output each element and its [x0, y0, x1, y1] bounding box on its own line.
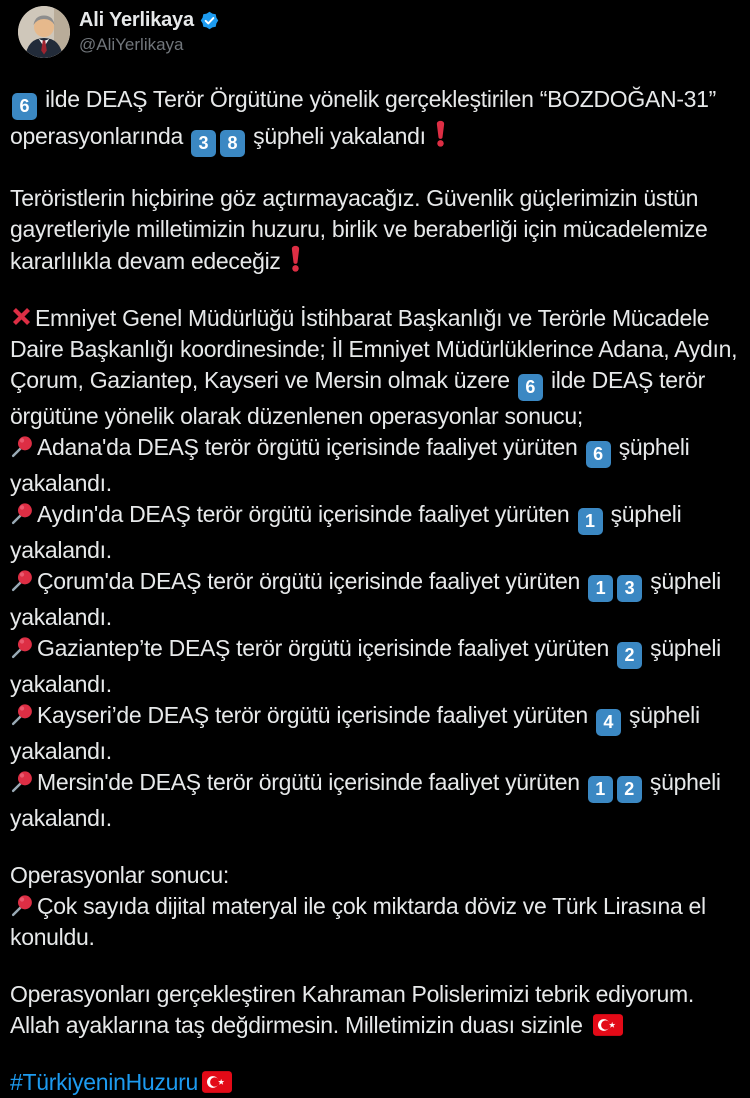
text-run: Çorum'da DEAŞ terör örgütü içerisinde faaliyet yürüten [37, 568, 587, 594]
cross-mark-icon [10, 305, 33, 328]
display-name: Ali Yerlikaya [79, 9, 194, 31]
tweet-paragraph [10, 1067, 740, 1098]
text-run: şüpheli yakalandı [247, 123, 432, 149]
tweet-paragraph [10, 767, 740, 834]
keycap-number: 3 [191, 130, 216, 157]
red-exclamation-icon [435, 120, 446, 147]
text-run: şüpheli yakalandı. [10, 769, 721, 831]
text-run: ilde DEAŞ terör örgütüne yönelik olarak düzenlenen operasyonlar sonucu; [10, 367, 705, 429]
text-run: şüpheli yakalandı. [10, 501, 682, 563]
tweet-paragraph [10, 633, 740, 700]
text-run: şüpheli yakalandı. [10, 434, 690, 496]
tweet-paragraph [10, 860, 740, 891]
turkish-flag-icon [593, 1014, 623, 1036]
name-row[interactable] [79, 9, 220, 32]
text-run: Teröristlerin hiçbirine göz açtırmayacağız. Güvenlik güçlerimizin üstün gayretleriyle milletimizin huzuru, birlik ve beraberliği için mücadelemize kararlılıkla devam edeceğiz [10, 185, 708, 274]
pushpin-icon [10, 434, 35, 459]
tweet-paragraph [10, 303, 740, 432]
keycap-number: 2 [617, 776, 642, 803]
text-run: şüpheli yakalandı. [10, 635, 721, 697]
identity-column [79, 6, 220, 55]
tweet-paragraph [10, 700, 740, 767]
keycap-number: 1 [588, 575, 613, 602]
pushpin-icon [10, 568, 35, 593]
user-handle: @AliYerlikaya [79, 35, 184, 54]
pushpin-icon [10, 893, 35, 918]
tweet-paragraph [10, 183, 740, 277]
tweet-paragraph [10, 979, 740, 1041]
text-run: Gaziantep’te DEAŞ terör örgütü içerisinde faaliyet yürüten [37, 635, 616, 661]
keycap-number: 6 [518, 374, 543, 401]
keycap-number: 1 [588, 776, 613, 803]
red-exclamation-icon [290, 245, 301, 272]
text-run: Çok sayıda dijital materyal ile çok miktarda döviz ve Türk Lirasına el konuldu. [10, 893, 706, 950]
tweet-paragraph [10, 84, 740, 157]
text-run: şüpheli yakalandı. [10, 702, 700, 764]
hashtag-link[interactable]: #TürkiyeninHuzuru [10, 1069, 198, 1095]
text-run: ilde DEAŞ Terör Örgütüne yönelik gerçekleştirilen “BOZDOĞAN-31” operasyonlarında [10, 86, 717, 149]
text-run: Emniyet Genel Müdürlüğü İstihbarat Başkanlığı ve Terörle Mücadele Daire Başkanlığı koordinesinde; İl Emniyet Müdürlüklerince Adana, Aydın, Çorum, Gaziantep, Kayseri ve Mersin olmak üzere [10, 305, 738, 393]
pushpin-icon [10, 635, 35, 660]
avatar[interactable] [18, 6, 70, 58]
keycap-number: 8 [220, 130, 245, 157]
keycap-number: 2 [617, 642, 642, 669]
turkish-flag-icon [202, 1071, 232, 1093]
keycap-number: 4 [596, 709, 621, 736]
text-run: Mersin'de DEAŞ terör örgütü içerisinde faaliyet yürüten [37, 769, 586, 795]
tweet-paragraph [10, 891, 740, 953]
profile-photo [18, 6, 70, 58]
tweet-text [10, 84, 740, 1098]
pushpin-icon [10, 702, 35, 727]
text-run: Adana'da DEAŞ terör örgütü içerisinde faaliyet yürüten [37, 434, 584, 460]
text-run: Kayseri’de DEAŞ terör örgütü içerisinde faaliyet yürüten [37, 702, 594, 728]
text-run: Operasyonlar sonucu: [10, 862, 230, 888]
verified-badge-icon [199, 10, 220, 31]
keycap-number: 3 [617, 575, 642, 602]
text-run: şüpheli yakalandı. [10, 568, 721, 630]
tweet-paragraph [10, 566, 740, 633]
keycap-number: 1 [578, 508, 603, 535]
pushpin-icon [10, 501, 35, 526]
tweet-paragraph [10, 499, 740, 566]
text-run: Operasyonları gerçekleştiren Kahraman Polislerimizi tebrik ediyorum. Allah ayaklarına taş değdirmesin. Milletimizin duası sizinle [10, 981, 694, 1038]
keycap-number: 6 [12, 93, 37, 120]
tweet-header [10, 6, 740, 58]
text-run: Aydın'da DEAŞ terör örgütü içerisinde faaliyet yürüten [37, 501, 576, 527]
tweet-paragraph [10, 432, 740, 499]
pushpin-icon [10, 769, 35, 794]
keycap-number: 6 [586, 441, 611, 468]
